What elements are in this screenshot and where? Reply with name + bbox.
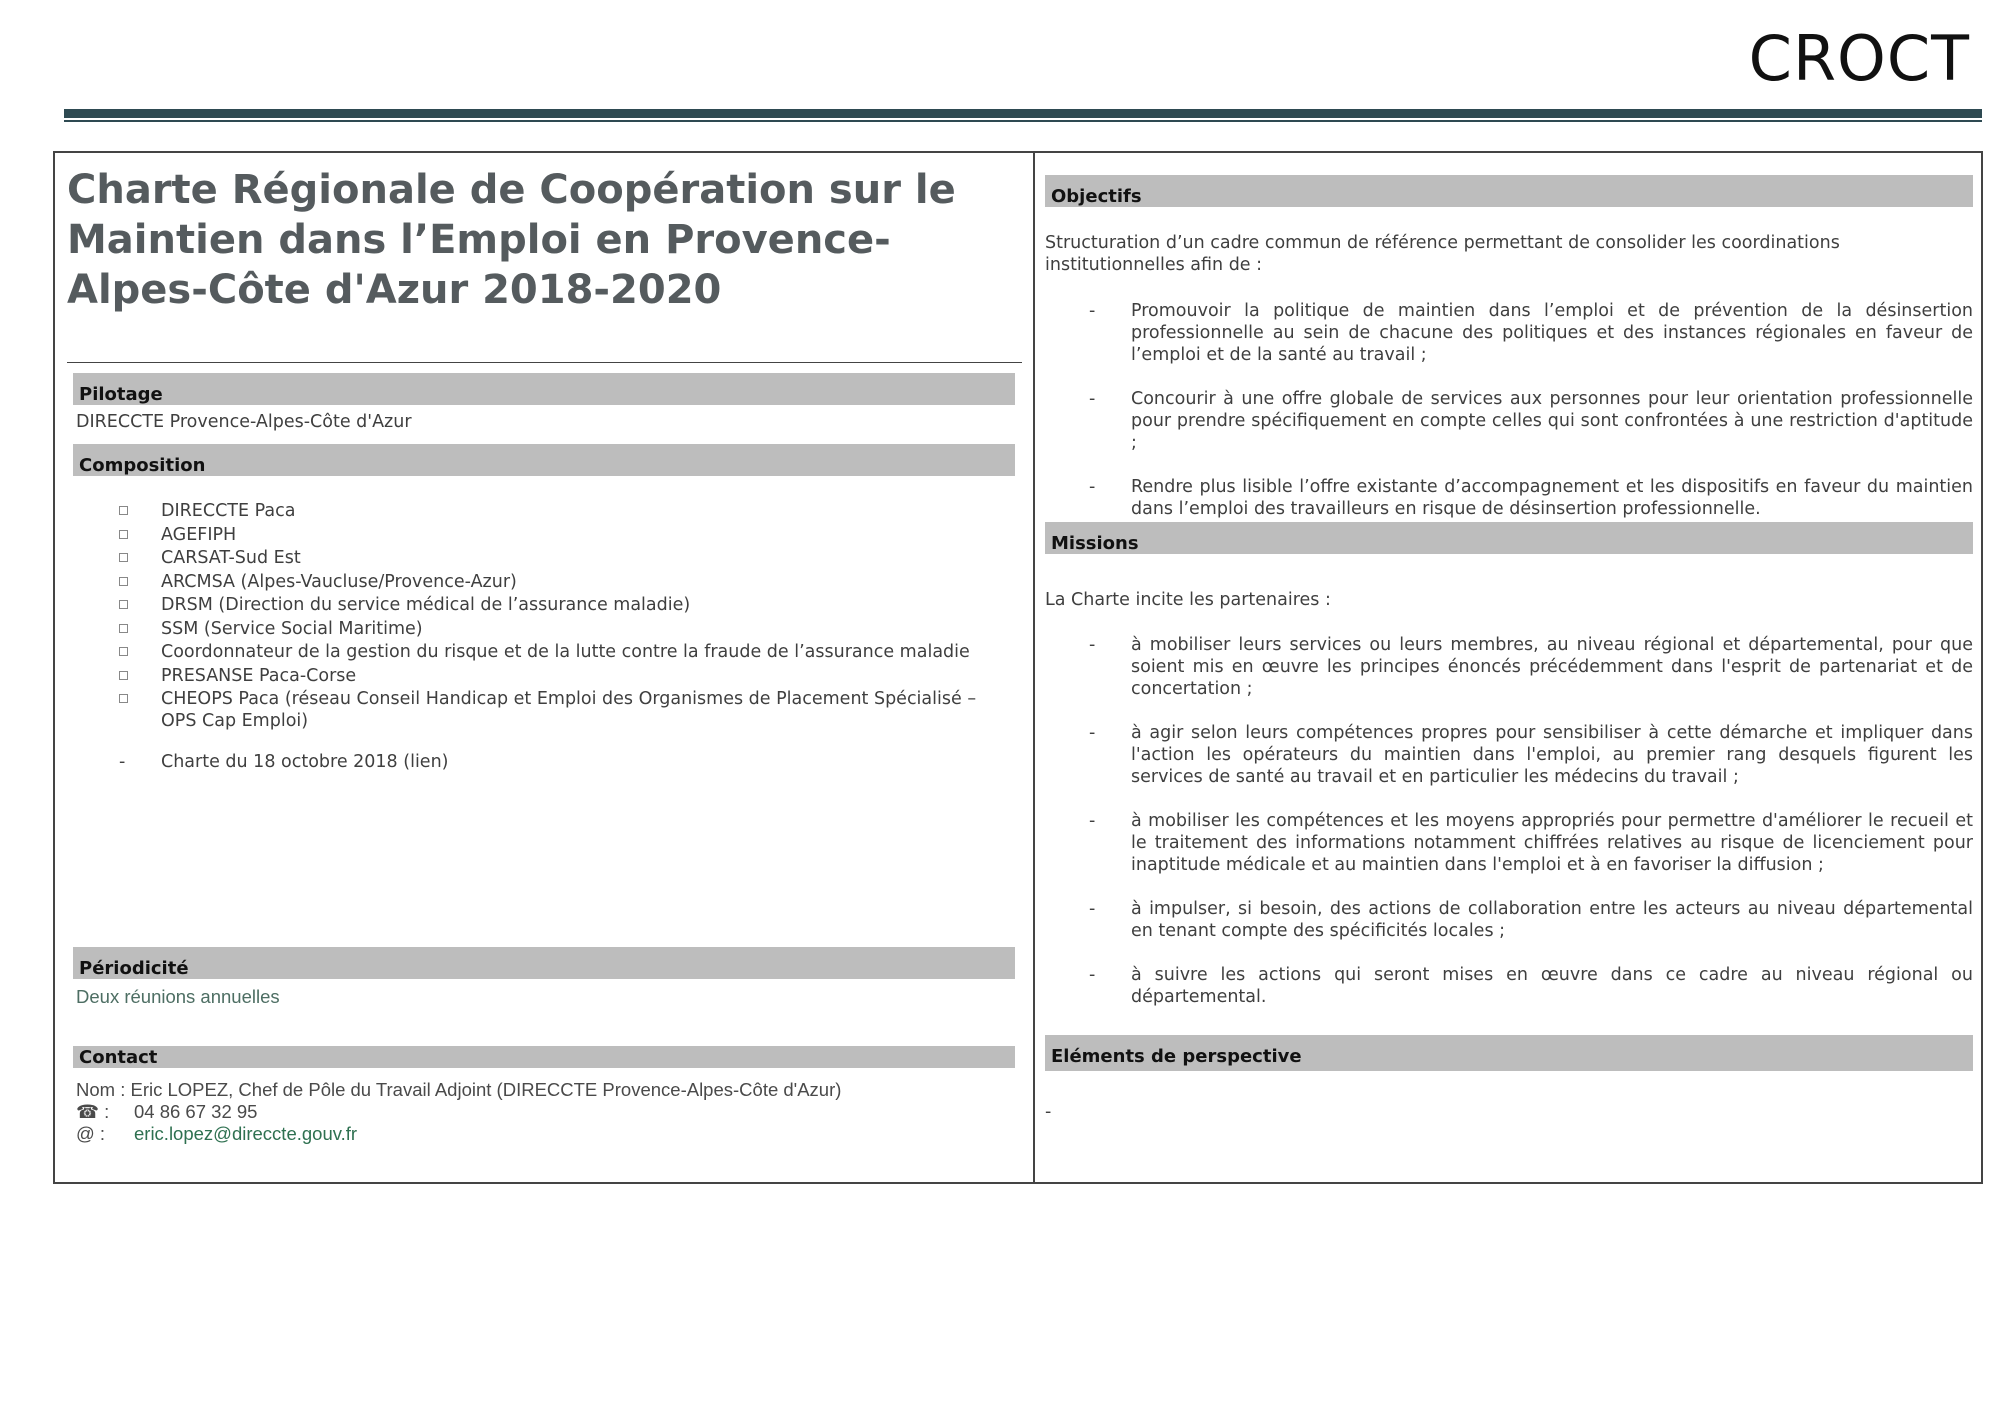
composition-item: Coordonnateur de la gestion du risque et de la lutte contre la fraude de l’assurance maladie [161,642,970,662]
list-item [1043,388,1973,454]
list-item [119,641,999,665]
objectifs-heading: Objectifs [1045,175,1973,207]
checkbox-bullet-icon [119,553,128,562]
charter-note-text[interactable]: Charte du 18 octobre 2018 (lien) [161,752,449,772]
list-item [1043,810,1973,876]
objectif-item: Promouvoir la politique de maintien dans l’emploi et de prévention de la désinsertion professionnelle au sein de chacune des politiques et des instances régionales en faveur de l’emploi et de la santé au travail ; [1131,301,1973,365]
checkbox-bullet-icon [119,624,128,633]
list-item [119,618,999,642]
contact-phone-label: ☎ : [76,1101,110,1122]
document-title: Charte Régionale de Coopération sur le Maintien dans l’Emploi en Provence-Alpes-Côte d'Azur 2018-2020 [67,167,956,313]
mission-item: à mobiliser leurs services ou leurs membres, au niveau régional et départemental, pour que soient mis en œuvre les principes énoncés précédemment dans l'esprit de partenariat et de concertation ; [1131,635,1973,699]
contact-name: Nom : Eric LOPEZ, Chef de Pôle du Travail Adjoint (DIRECCTE Provence-Alpes-Côte d'Azur) [76,1079,842,1100]
checkbox-bullet-icon [119,530,128,539]
list-item [119,594,999,618]
composition-item: SSM (Service Social Maritime) [161,618,423,639]
header-rule-thick [64,109,1982,118]
right-column [1043,151,1973,1181]
composition-item: CARSAT-Sud Est [161,548,301,568]
pilotage-value: DIRECCTE Provence-Alpes-Côte d'Azur [76,412,412,432]
list-item [1043,964,1973,1008]
list-item [1043,634,1973,700]
checkbox-bullet-icon [119,671,128,680]
mission-item: à suivre les actions qui seront mises en œuvre dans ce cadre au niveau régional ou départemental. [1131,965,1973,1007]
composition-item: ARCMSA (Alpes-Vaucluse/Provence-Azur) [161,571,517,592]
checkbox-bullet-icon [119,647,128,656]
mission-item: à impulser, si besoin, des actions de collaboration entre les acteurs au niveau départemental en tenant compte des spécificités locales ; [1131,899,1973,941]
title-rule [67,362,1022,363]
dash-marker: - [1089,477,1096,497]
column-divider [1033,151,1035,1184]
composition-item: CHEOPS Paca (réseau Conseil Handicap et Emploi des Organismes de Placement Spécialisé – OPS Cap Emploi) [161,689,977,731]
periodicite-value: Deux réunions annuelles [76,986,280,1007]
dash-marker: - [1089,899,1096,919]
checkbox-bullet-icon [119,600,128,609]
contact-email-label: @ : [76,1123,106,1144]
objectif-item: Rendre plus lisible l’offre existante d’accompagnement et les dispositifs en faveur du maintien dans l’emploi des travailleurs en risque de désinsertion professionnelle. [1131,477,1973,519]
composition-item: PRESANSE Paca-Corse [161,665,357,686]
list-item [119,571,999,595]
objectifs-list [1043,300,1973,520]
list-item [1043,300,1973,366]
periodicite-heading: Périodicité [73,947,1015,979]
left-column [67,151,1022,1181]
checkbox-bullet-icon [119,694,128,703]
dash-marker: - [1089,301,1096,321]
dash-marker: - [1089,389,1096,409]
list-item [119,688,999,732]
header-rule-thin [64,120,1982,122]
list-item [119,665,999,689]
composition-heading: Composition [73,444,1015,476]
contact-email-link[interactable]: eric.lopez@direccte.gouv.fr [134,1123,358,1144]
composition-item: DRSM (Direction du service médical de l’assurance maladie) [161,595,691,615]
dash-marker: - [1089,965,1096,985]
list-item [1043,898,1973,942]
perspective-heading: Eléments de perspective [1045,1035,1973,1071]
checkbox-bullet-icon [119,577,128,586]
list-item [1043,722,1973,788]
contact-heading: Contact [73,1046,1015,1068]
dash-marker: - [119,752,126,772]
mission-item: à agir selon leurs compétences propres pour sensibiliser à cette démarche et impliquer dans l'action les opérateurs du maintien dans l'emploi, au premier rang desquels figurent les services de santé au travail et en particulier les médecins du travail ; [1131,723,1973,787]
composition-list [119,500,999,732]
list-item [119,524,999,548]
list-item [119,500,999,524]
missions-intro: La Charte incite les partenaires : [1045,590,1331,610]
missions-heading: Missions [1045,522,1973,554]
list-item [1043,476,1973,520]
checkbox-bullet-icon [119,506,128,515]
perspective-value: - [1045,1102,1052,1122]
charter-note [119,751,449,773]
missions-list [1043,634,1973,1008]
dash-marker: - [1089,723,1096,743]
mission-item: à mobiliser les compétences et les moyens appropriés pour permettre d'améliorer le recueil et le traitement des informations notamment chiffrées relatives au risque de licenciement pour inaptitude médicale et au maintien dans l'emploi et à en favoriser la diffusion ; [1131,811,1973,875]
contact-phone: 04 86 67 32 95 [134,1101,258,1122]
dash-marker: - [1089,635,1096,655]
header-title: CROCT [1748,22,1970,95]
objectif-item: Concourir à une offre globale de services aux personnes pour leur orientation professionnelle pour prendre spécifiquement en compte celles qui sont confrontées à une restriction d'aptitude ; [1131,389,1973,453]
list-item [119,547,999,571]
objectifs-intro: Structuration d’un cadre commun de référence permettant de consolider les coordinations institutionnelles afin de : [1045,233,1840,275]
dash-marker: - [1089,811,1096,831]
composition-item: AGEFIPH [161,524,237,545]
composition-item: DIRECCTE Paca [161,501,296,521]
pilotage-heading: Pilotage [73,373,1015,405]
